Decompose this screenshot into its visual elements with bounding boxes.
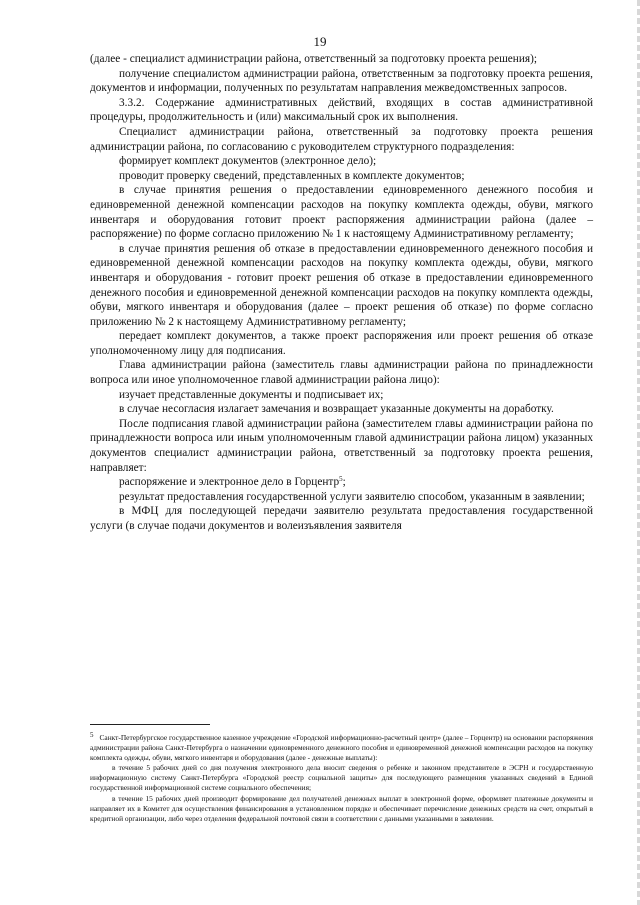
paragraph-text: распоряжение и электронное дело в Горцентр <box>119 476 340 489</box>
paragraph-text: получение специалистом администрации района, ответственным за подготовку проекта решения, документов и информации, полученных по результатам направления межведомственных запросов. <box>90 67 593 95</box>
paragraph-10 <box>90 388 593 403</box>
footnote-paragraph <box>90 763 593 793</box>
footnote-text: в течение 15 рабочих дней производит формирование дел получателей денежных выплат в электронной форме, оформляет платежные документы и направляет их в Комитет для осуществления финансирования в установленном порядке и обеспечивает перечисление денежных средств на счет, открытый в кредитной организации, либо через отделения федеральной почтовой связи в соответствии с данными указанными в заявлении. <box>90 793 593 823</box>
paragraph-text: изучает представленные документы и подписывает их; <box>119 388 384 401</box>
footnote-reference[interactable]: 5 <box>339 475 343 484</box>
footnote-paragraph <box>90 794 593 824</box>
paragraph-2 <box>90 96 593 125</box>
paragraph-9 <box>90 358 593 387</box>
paragraph-12 <box>90 417 593 475</box>
paragraph-1 <box>90 67 593 96</box>
footnote-text: Санкт-Петербургское государственное казенное учреждение «Городской информационно-расчетный центр» (далее – Горцентр) на основании распоряжения администрации района Санкт-Петербурга о назначении единовременного денежного пособия и единовременной денежной компенсации расходов на покупку комплекта одежды, обуви, мягкого инвентаря и оборудования (далее - денежные выплаты): <box>90 733 593 763</box>
paragraph-text: Глава администрации района (заместитель главы администрации района по принадлежности вопроса или иное уполномоченное главой администрации района лицо): <box>90 359 593 387</box>
paragraph-text: в случае принятия решения о предоставлении единовременного денежного пособия и единовременной денежной компенсации расходов на покупку комплекта одежды, обуви, мягкого инвентаря и оборудования готовит проект распоряжения администрации района (далее – распоряжение) по форме согласно приложению № 1 к настоящему Административному регламенту; <box>90 184 593 241</box>
paragraph-14 <box>90 490 593 505</box>
paragraph-text: После подписания главой администрации района (заместителем главы администрации района по принадлежности вопроса или иным уполномоченным главой администрации района лицом) указанных документов специалист администрации района, ответственный за подготовку проекта решения, направляет: <box>90 417 593 474</box>
paragraph-8 <box>90 329 593 358</box>
paragraph-text: проводит проверку сведений, представленных в комплекте документов; <box>119 169 465 182</box>
paragraph-11 <box>90 402 593 417</box>
paragraph-0 <box>90 52 593 67</box>
footnote-divider <box>90 724 210 725</box>
paragraph-5 <box>90 169 593 184</box>
footnotes <box>90 730 593 824</box>
paragraph-13 <box>90 475 593 490</box>
paragraph-text: в МФЦ для последующей передачи заявителю результата предоставления государственной услуги (в случае подачи документов и волеизъявления заявителя <box>90 505 593 532</box>
paragraph-6 <box>90 183 593 241</box>
paragraph-text: результат предоставления государственной услуги заявителю способом, указанным в заявлении; <box>119 490 585 503</box>
paragraph-7 <box>90 242 593 330</box>
footnote-mark: 5 <box>90 731 94 739</box>
page-number: 19 <box>313 34 327 49</box>
paragraph-text-tail: ; <box>342 476 346 489</box>
document-body <box>90 52 593 534</box>
paragraph-text: в случае принятия решения об отказе в предоставлении единовременного денежного пособия и единовременной денежной компенсации расходов на покупку комплекта одежды, обуви, мягкого инвентаря и оборудования - готовит проект решения об отказе в предоставлении единовременного денежного пособия и единовременной денежной компенсации расходов на покупку комплекта одежды, обуви, мягкого инвентаря и оборудования (далее – проект решения об отказе) по форме согласно приложению № 2 к настоящему Административному регламенту; <box>90 242 593 328</box>
footnote-text: в течение 5 рабочих дней со дня получения электронного дела вносит сведения о ребенке и законном представителе в ЭСРН и государственную информационную систему Санкт-Петербурга «Городской реестр социальной защиты» для последующего размещения указанных сведений в Единой государственной информационной системе социального обеспечения; <box>90 763 593 793</box>
paragraph-text: передает комплект документов, а также проект распоряжения или проект решения об отказе уполномоченному лицу для подписания. <box>90 330 593 357</box>
paragraph-text: в случае несогласия излагает замечания и возвращает указанные документы на доработку. <box>119 403 554 416</box>
paragraph-3 <box>90 125 593 154</box>
paragraph-text: формирует комплект документов (электронное дело); <box>119 155 377 168</box>
paragraph-text: 3.3.2. Содержание административных действий, входящих в состав административной процедуры, продолжительность и (или) максимальный срок их выполнения. <box>90 96 593 124</box>
paragraph-text: Специалист администрации района, ответственный за подготовку проекта решения администрации района, по согласованию с руководителем структурного подразделения: <box>90 125 593 153</box>
footnote-5 <box>90 730 593 763</box>
paragraph-text: (далее - специалист администрации района, ответственный за подготовку проекта решения); <box>90 53 537 65</box>
paragraph-4 <box>90 154 593 169</box>
paragraph-15 <box>90 504 593 533</box>
